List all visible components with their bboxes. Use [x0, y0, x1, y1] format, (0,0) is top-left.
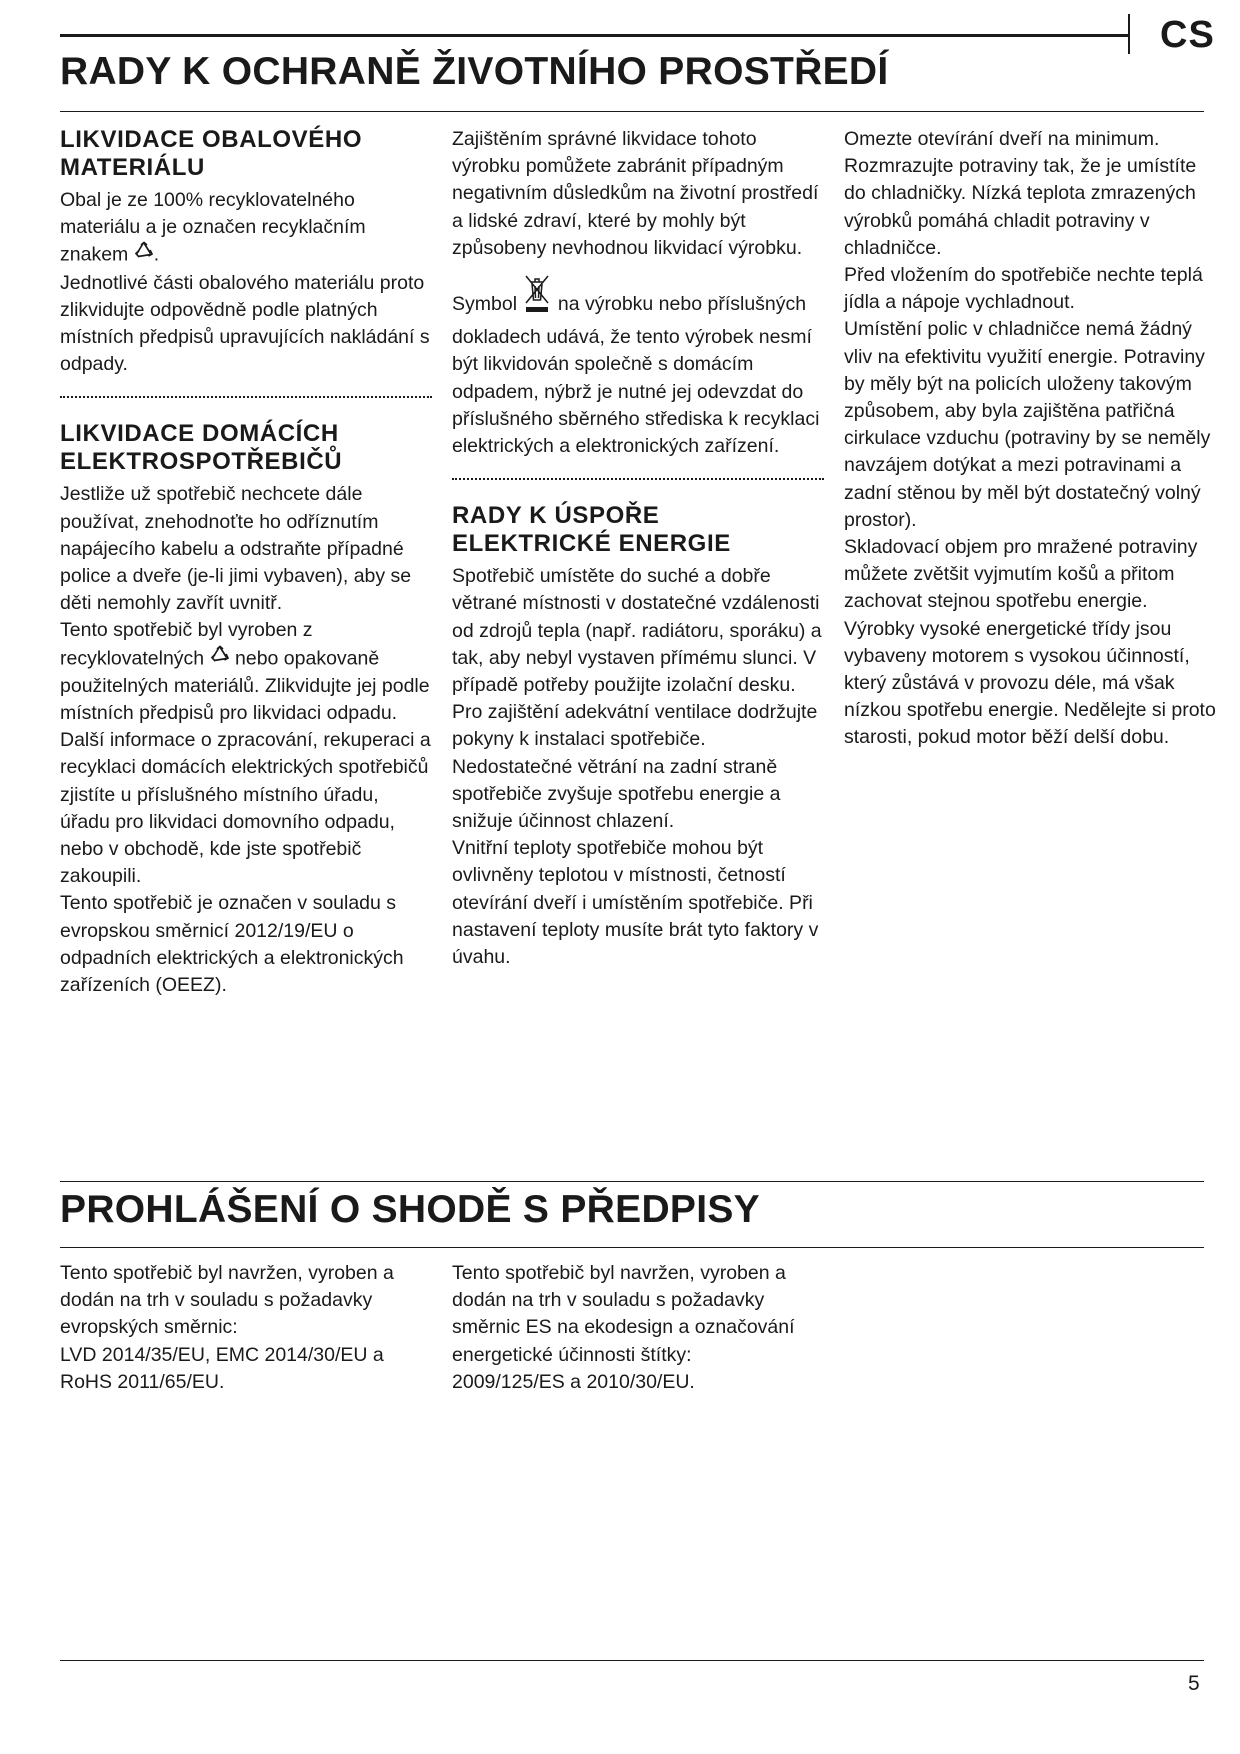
recycle-icon — [210, 645, 230, 673]
paragraph-appliance-materials — [60, 617, 432, 727]
section-title-rule — [60, 1247, 1204, 1248]
column-disposal-and-energy — [452, 126, 824, 971]
paragraph-conformity-eu-list: LVD 2014/35/EU, EMC 2014/30/EU a RoHS 2011/65/EU. — [60, 1343, 384, 1393]
heading-packaging-disposal: LIKVIDACE OBALOVÉHO MATERIÁLU — [60, 126, 363, 181]
paragraph-packaging-recyclable — [60, 187, 432, 270]
paragraph-energy-placement: Spotřebič umístěte do suché a dobře větrané místnosti v dostatečné vzdálenosti od zdrojů tepla (např. radiátoru, sporáku) a tak, aby nebyl vystaven přímému slunci. V případě potřeby použijte izolační desku. — [452, 565, 822, 697]
paragraph-conformity-ecodesign: Tento spotřebič byl navržen, vyroben a dodán na trh v souladu s požadavky směrnic ES na ekodesign a označování energetické účinnosti štítky: — [452, 1262, 795, 1366]
column-energy-tips — [844, 126, 1216, 752]
paragraph-appliance-disable: Jestliže už spotřebič nechcete dále používat, znehodnoťte ho odříznutím napájecího kabelu a odstraňte případné police a dveře (je-li jimi vybaven), aby se děti nemohly zavřít uvnitř. — [60, 483, 412, 615]
paragraph-tip-baskets: Skladovací objem pro mražené potraviny můžete zvětšit vyjmutím košů a přitom zachovat stejnou spotřebu energie. — [844, 536, 1198, 613]
paragraph-tip-defrost: Rozmrazujte potraviny tak, že je umístíte do chladničky. Nízká teplota zmrazených výrobků pomáhá chladit potraviny v chladničce. — [844, 155, 1197, 259]
page-number: 5 — [1188, 1672, 1200, 1695]
dotted-divider — [452, 478, 824, 480]
paragraph-energy-ventilation: Pro zajištění adekvátní ventilace dodržujte pokyny k instalaci spotřebiče. — [452, 701, 818, 751]
packaging-text-end: . — [153, 243, 160, 266]
appliance-materials-text-a: Tento spotřebič byl vyroben z recyklovatelných — [60, 619, 313, 669]
language-code: CS — [1160, 14, 1215, 56]
column-packaging-and-appliances — [60, 126, 432, 999]
recycle-icon — [134, 241, 154, 269]
paragraph-tip-shelves: Umístění polic v chladničce nemá žádný vliv na efektivitu využití energie. Potraviny by měly být na policích uloženy takovým způsobem, aby byla zajištěna patřičná cirkulace vzduchu (potraviny by se neměly navzájem dotýkat a mezi potravinami a zadní stěnou by měl být dostatečný volný prostor). — [844, 318, 1211, 531]
symbol-text-b: na výrobku nebo příslušných dokladech udává, že tento výrobek nesmí být likvidován společně s domácím odpadem, nýbrž je nutné jej odevzdat do příslušného sběrného střediska k recyklaci elektrických a elektronických zařízení. — [452, 293, 820, 458]
header-rule — [60, 34, 1128, 37]
paragraph-tip-cool-food: Před vložením do spotřebiče nechte teplá jídla a nápoje vychladnout. — [844, 264, 1203, 314]
paragraph-correct-disposal: Zajištěním správné likvidace tohoto výrobku pomůžete zabránit případným negativním důsledkům na životní prostředí a lidské zdraví, které by mohly být způsobeny nevhodnou likvidací výrobku. — [452, 128, 819, 259]
crossed-out-bin-icon — [522, 272, 552, 324]
section-title-conformity: PROHLÁŠENÍ O SHODĚ S PŘEDPISY — [60, 1188, 760, 1231]
heading-appliance-disposal: LIKVIDACE DOMÁCÍCH ELEKTROSPOTŘEBIČŮ — [60, 420, 343, 475]
paragraph-symbol — [452, 272, 824, 460]
paragraph-appliance-info: Další informace o zpracování, rekuperaci a recyklaci domácích elektrických spotřebičů zjistíte u příslušného místního úřadu, úřadu pro likvidaci domovního odpadu, nebo v obchodě, kde jste spotřebič zakoupili. — [60, 729, 431, 888]
symbol-text-a: Symbol — [452, 293, 518, 316]
packaging-text: Obal je ze 100% recyklovatelného materiálu a je označen recyklačním znakem — [60, 189, 366, 266]
heading-energy-saving: RADY K ÚSPOŘE ELEKTRICKÉ ENERGIE — [452, 502, 731, 557]
header-tick — [1128, 14, 1130, 54]
section-title-rule — [60, 111, 1204, 112]
paragraph-conformity-ecodesign-list: 2009/125/ES a 2010/30/EU. — [452, 1370, 695, 1393]
column-ecodesign — [452, 1260, 824, 1396]
appliance-materials-text-b: nebo opakovaně použitelných materiálů. Zlikvidujte jej podle místních předpisů pro likvidaci odpadu. — [60, 646, 430, 725]
footer-rule — [60, 1660, 1204, 1661]
paragraph-packaging-dispose: Jednotlivé části obalového materiálu proto zlikvidujte odpovědně podle platných místních předpisů upravujících nakládání s odpady. — [60, 271, 430, 376]
paragraph-tip-doors: Omezte otevírání dveří na minimum. — [844, 128, 1160, 150]
section-title-environment: RADY K OCHRANĚ ŽIVOTNÍHO PROSTŘEDÍ — [60, 50, 889, 93]
paragraph-energy-rear: Nedostatečné větrání na zadní straně spotřebiče zvyšuje spotřebu energie a snižuje účinnost chlazení. — [452, 755, 781, 833]
paragraph-energy-temperature: Vnitřní teploty spotřebiče mohou být ovlivněny teplotou v místnosti, četností otevírání dveří i umístěním spotřebiče. Při nastavení teploty musíte brát tyto faktory v úvahu. — [452, 837, 819, 969]
paragraph-conformity-eu: Tento spotřebič byl navržen, vyroben a dodán na trh v souladu s požadavky evropských směrnic: — [60, 1262, 394, 1339]
column-eu-directives — [60, 1260, 432, 1396]
paragraph-tip-motor: Výrobky vysoké energetické třídy jsou vybaveny motorem s vysokou účinností, který zůstává v provozu déle, má však nízkou spotřebu energie. Nedělejte si proto starosti, pokud motor běží delší dobu. — [844, 617, 1216, 749]
section-top-rule — [60, 1181, 1204, 1182]
dotted-divider — [60, 396, 432, 398]
paragraph-appliance-weee: Tento spotřebič je označen v souladu s evropskou směrnicí 2012/19/EU o odpadních elektrických a elektronických zařízeních (OEEZ). — [60, 892, 404, 997]
